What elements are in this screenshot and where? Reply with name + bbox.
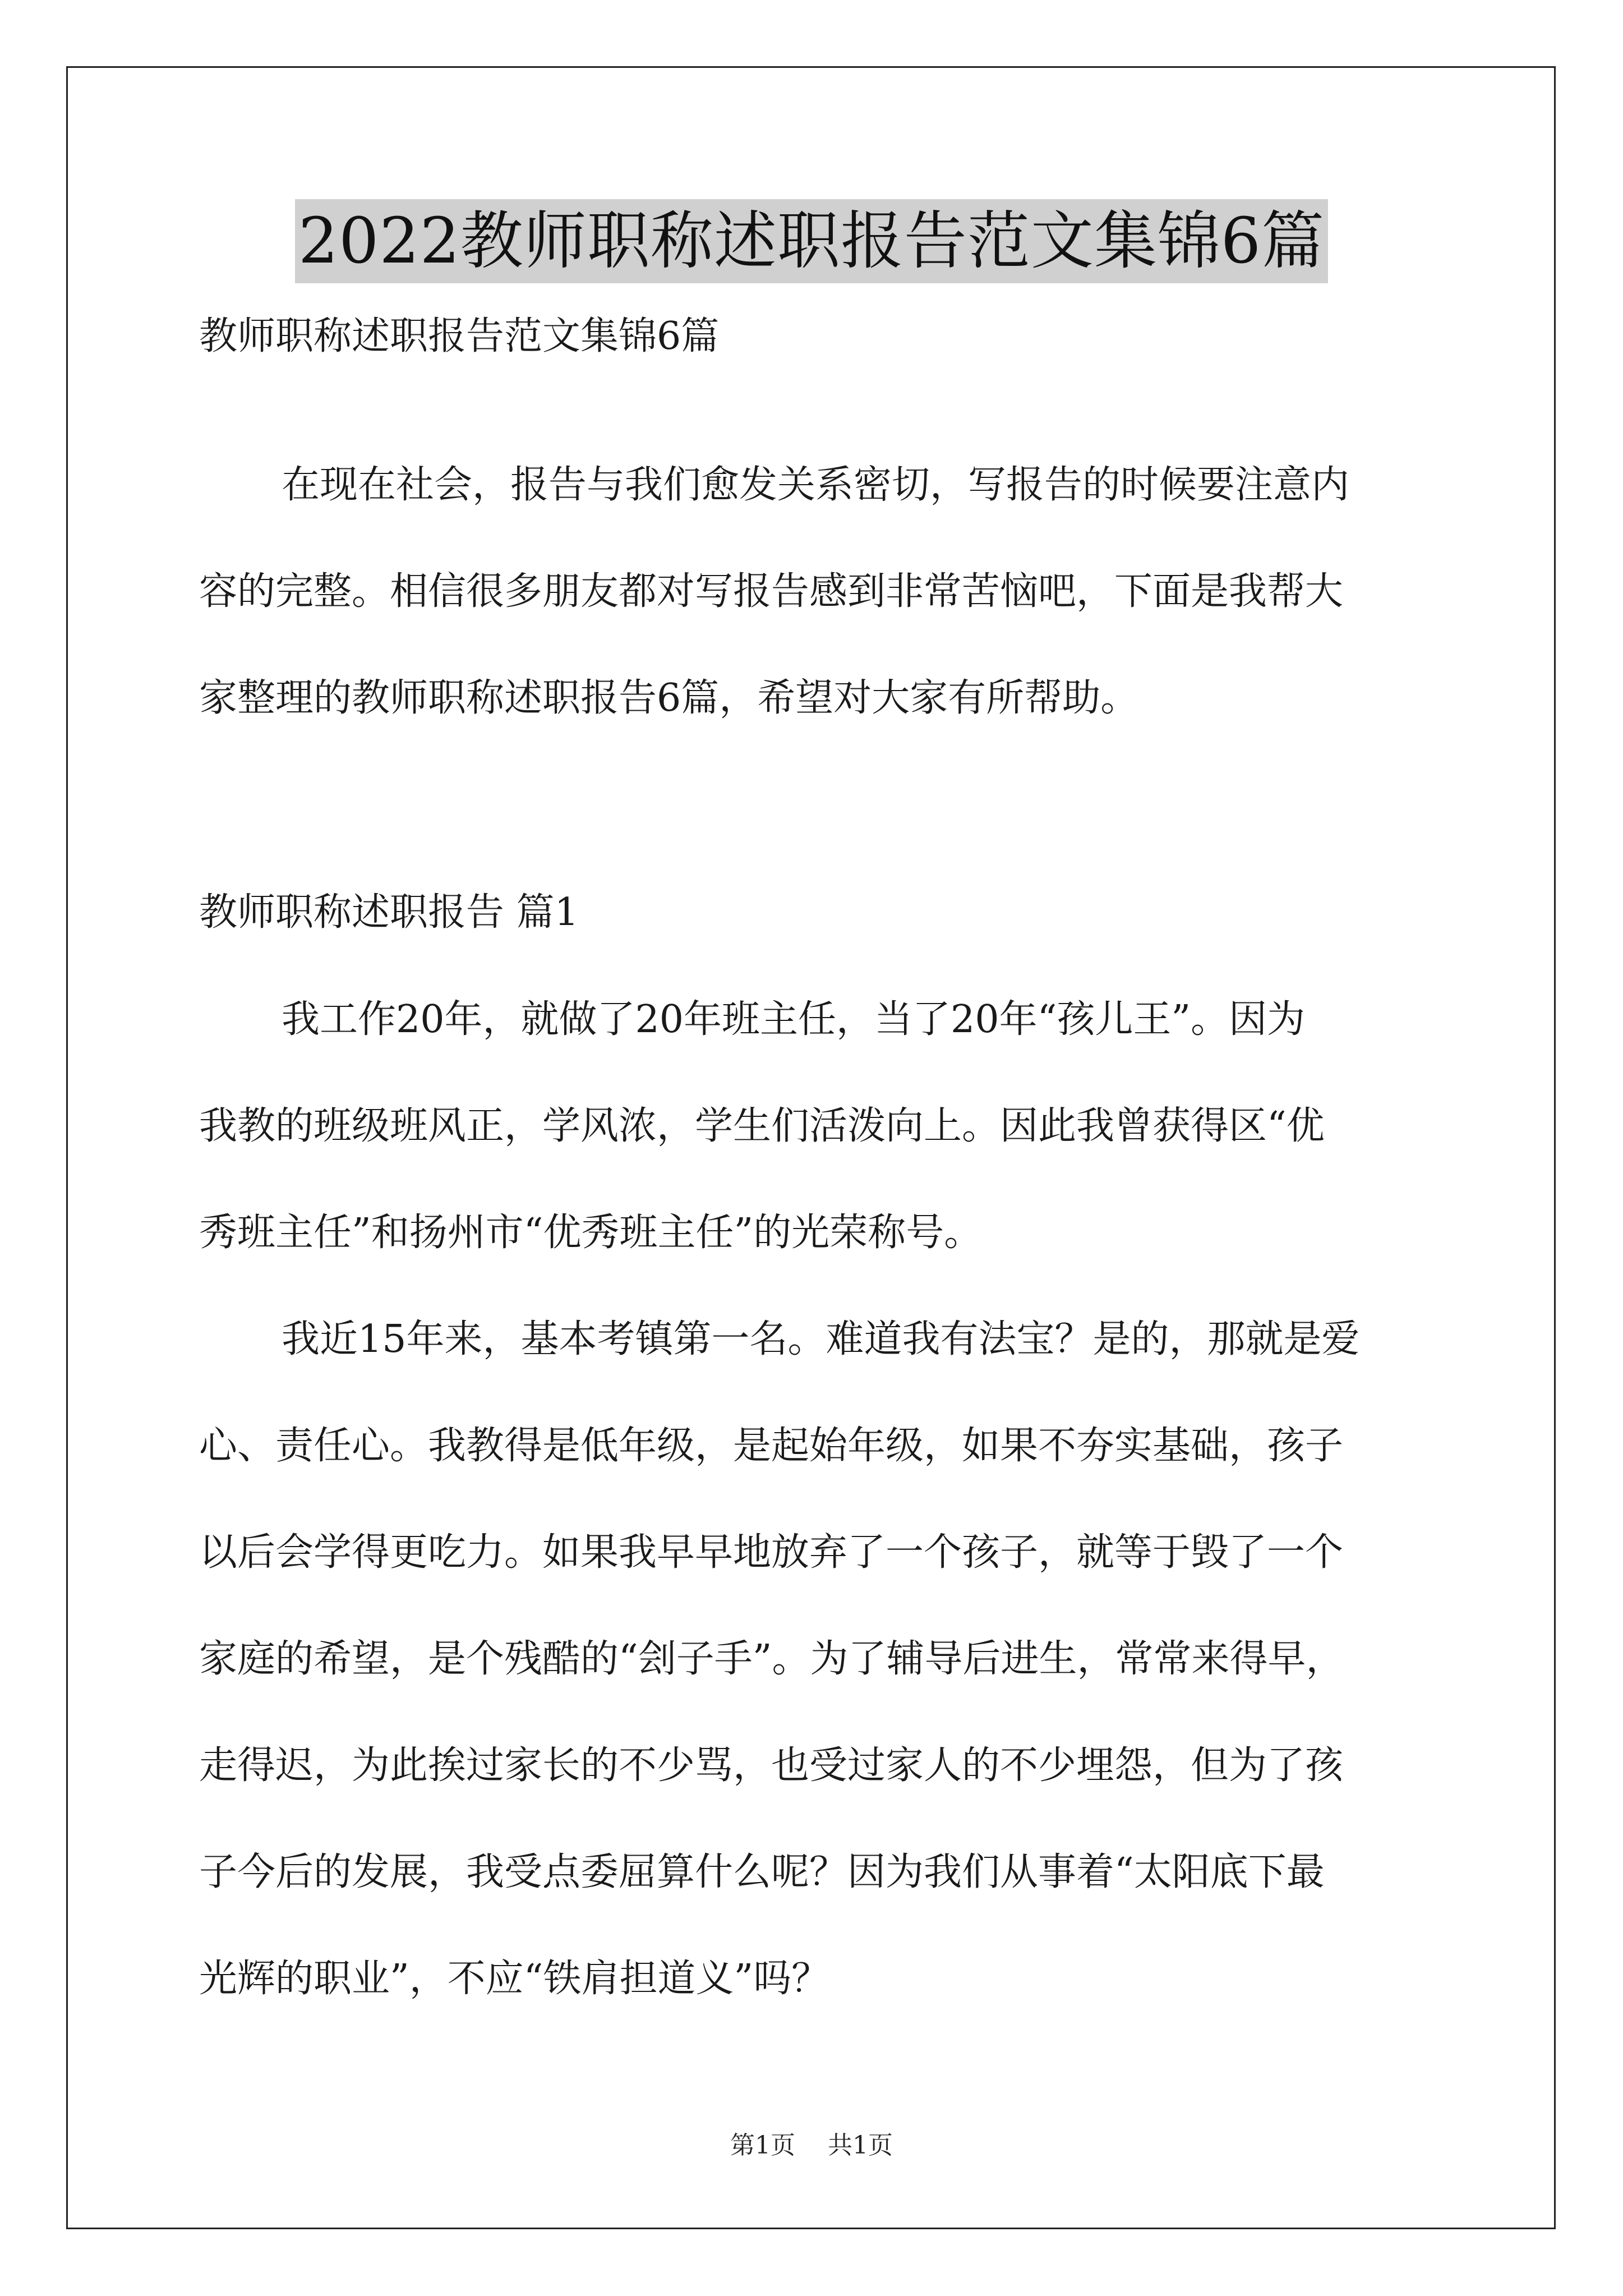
para1-line-2: 我教的班级班风正，学风浓，学生们活泼向上。因此我曾获得区“优 xyxy=(199,1104,1325,1148)
page-number: 第1页 xyxy=(730,2131,795,2160)
para1-line-1: 我工作20年，就做了20年班主任，当了20年“孩儿王”。因为 xyxy=(282,997,1306,1042)
document-subtitle: 教师职称述职报告范文集锦6篇 xyxy=(199,314,720,358)
para2-line-6: 子今后的发展，我受点委屈算什么呢？因为我们从事着“太阳底下最 xyxy=(199,1850,1325,1894)
intro-line-2: 容的完整。相信很多朋友都对写报告感到非常苦恼吧，下面是我帮大 xyxy=(199,569,1344,614)
para2-line-7: 光辉的职业”，不应“铁肩担道义”吗？ xyxy=(199,1957,830,2001)
para2-line-2: 心、责任心。我教得是低年级，是起始年级，如果不夯实基础，孩子 xyxy=(199,1424,1344,1468)
page-total: 共1页 xyxy=(828,2131,893,2160)
para1-line-3: 秀班主任”和扬州市“优秀班主任”的光荣称号。 xyxy=(199,1211,983,1255)
document-title: 2022教师职称述职报告范文集锦6篇 xyxy=(295,199,1328,283)
para2-line-1: 我近15年来，基本考镇第一名。难道我有法宝？是的，那就是爱 xyxy=(282,1317,1360,1361)
intro-line-3: 家整理的教师职称述职报告6篇，希望对大家有所帮助。 xyxy=(199,676,1139,720)
para2-line-3: 以后会学得更吃力。如果我早早地放弃了一个孩子，就等于毁了一个 xyxy=(199,1530,1344,1575)
para2-line-5: 走得迟，为此挨过家长的不少骂，也受过家人的不少埋怨，但为了孩 xyxy=(199,1743,1344,1788)
page-footer xyxy=(0,2129,1623,2162)
para2-line-4: 家庭的希望，是个残酷的“刽子手”。为了辅导后进生，常常来得早， xyxy=(199,1637,1344,1681)
section-heading: 教师职称述职报告 篇1 xyxy=(199,890,579,935)
intro-line-1: 在现在社会，报告与我们愈发关系密切，写报告的时候要注意内 xyxy=(282,463,1350,507)
title-container xyxy=(0,199,1623,283)
